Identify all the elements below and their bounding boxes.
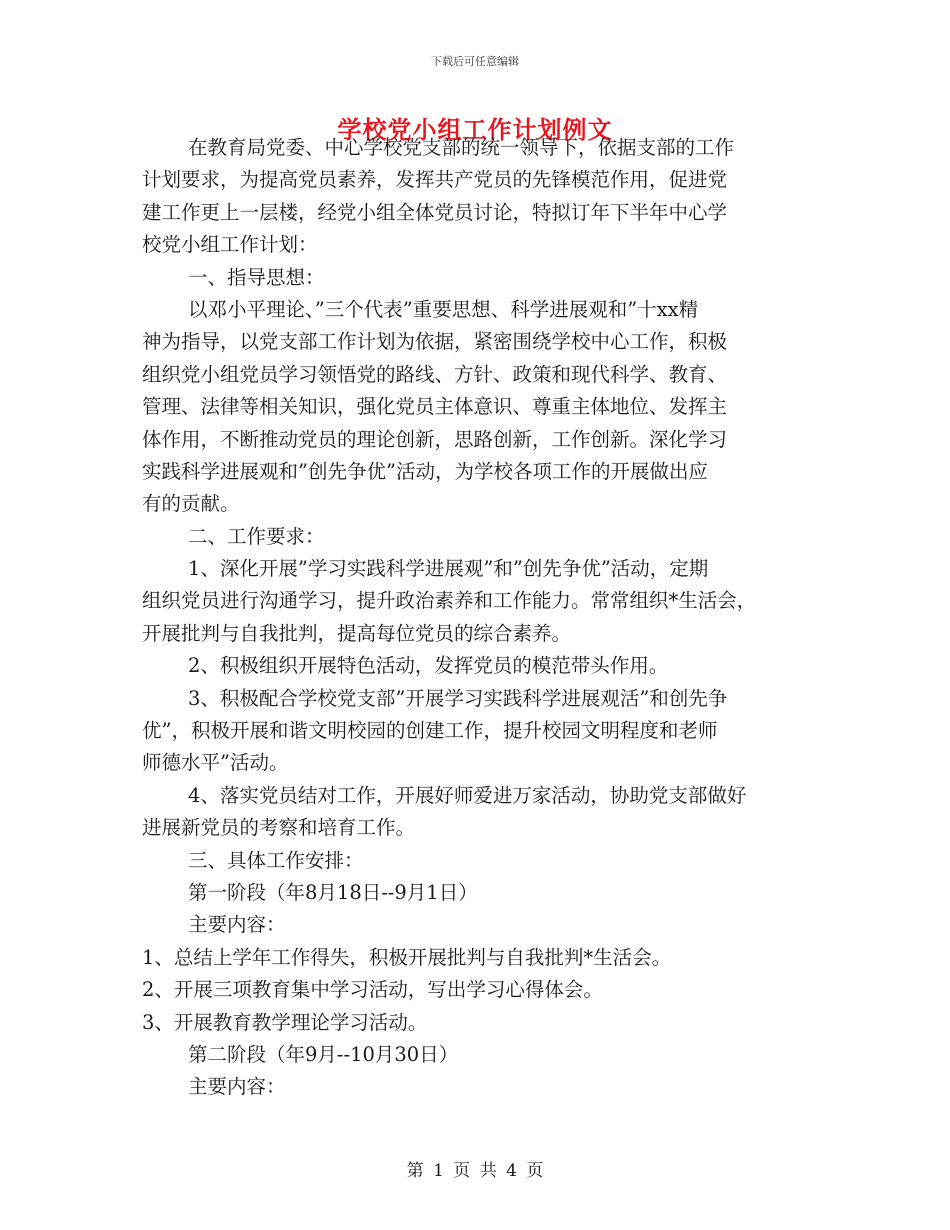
body-line: 在教育局党委、中心学校党支部的统一领导下，依据支部的工作 <box>188 136 735 159</box>
body-line: 师德水平”活动。 <box>142 751 289 775</box>
body-line: 校党小组工作计划： <box>142 233 318 257</box>
document-title: 学校党小组工作计划例文 <box>337 115 613 144</box>
body-line: 实践科学进展观和”创先争优”活动，为学校各项工作的开展做出应 <box>142 459 708 483</box>
document-body <box>142 132 822 1104</box>
body-line: 管理、法律等相关知识，强化党员主体意识、尊重主体地位、发挥主 <box>142 395 728 419</box>
body-line: 进展新党员的考察和培育工作。 <box>142 816 416 840</box>
page-header-note: 下载后可任意编辑 <box>431 55 519 68</box>
body-line: 以邓小平理论、”三个代表”重要思想、科学进展观和”十xx精 <box>188 297 699 321</box>
body-line: 1、深化开展”学习实践科学进展观”和”创先争优”活动，定期 <box>188 557 709 581</box>
body-line: 组织党小组党员学习领悟党的路线、方针、政策和现代科学、教育、 <box>142 362 728 386</box>
body-line: 计划要求，为提高党员素养，发挥共产党员的先锋模范作用，促进党 <box>142 168 728 192</box>
body-line: 2、开展三项教育集中学习活动，写出学习心得体会。 <box>142 978 603 1002</box>
body-line: 有的贡献。 <box>142 492 240 516</box>
body-line: 一、指导思想： <box>188 265 325 289</box>
body-line: 神为指导，以党支部工作计划为依据，紧密围绕学校中心工作，积极 <box>142 330 728 354</box>
body-line: 主要内容： <box>188 1075 286 1099</box>
body-line: 优”，积极开展和谐文明校园的创建工作，提升校园文明程度和老师 <box>142 719 718 743</box>
body-line: 4、落实党员结对工作，开展好师爱进万家活动，协助党支部做好 <box>188 783 747 807</box>
body-line: 第二阶段（年9月--10月30日） <box>188 1042 459 1066</box>
page-footer: 第 1 页 共 4 页 <box>406 1161 544 1181</box>
body-line: 1、总结上学年工作得失，积极开展批判与自我批判*生活会。 <box>142 945 672 969</box>
body-line: 第一阶段（年8月18日--9月1日） <box>188 880 478 904</box>
body-line: 体作用，不断推动党员的理论创新，思路创新，工作创新。深化学习 <box>142 427 728 451</box>
body-line: 建工作更上一层楼，经党小组全体党员讨论，特拟订年下半年中心学 <box>142 200 728 224</box>
body-line: 开展批判与自我批判，提高每位党员的综合素养。 <box>142 621 572 645</box>
body-line: 3、积极配合学校党支部”开展学习实践科学进展观活”和创先争 <box>188 686 728 710</box>
body-line: 主要内容： <box>188 913 286 937</box>
body-line: 三、具体工作安排： <box>188 848 364 872</box>
body-line: 组织党员进行沟通学习，提升政治素养和工作能力。常常组织*生活会， <box>142 589 757 613</box>
body-line: 3、开展教育教学理论学习活动。 <box>142 1010 428 1034</box>
body-line: 二、工作要求： <box>188 524 325 548</box>
body-line: 2、积极组织开展特色活动，发挥党员的模范带头作用。 <box>188 654 669 678</box>
